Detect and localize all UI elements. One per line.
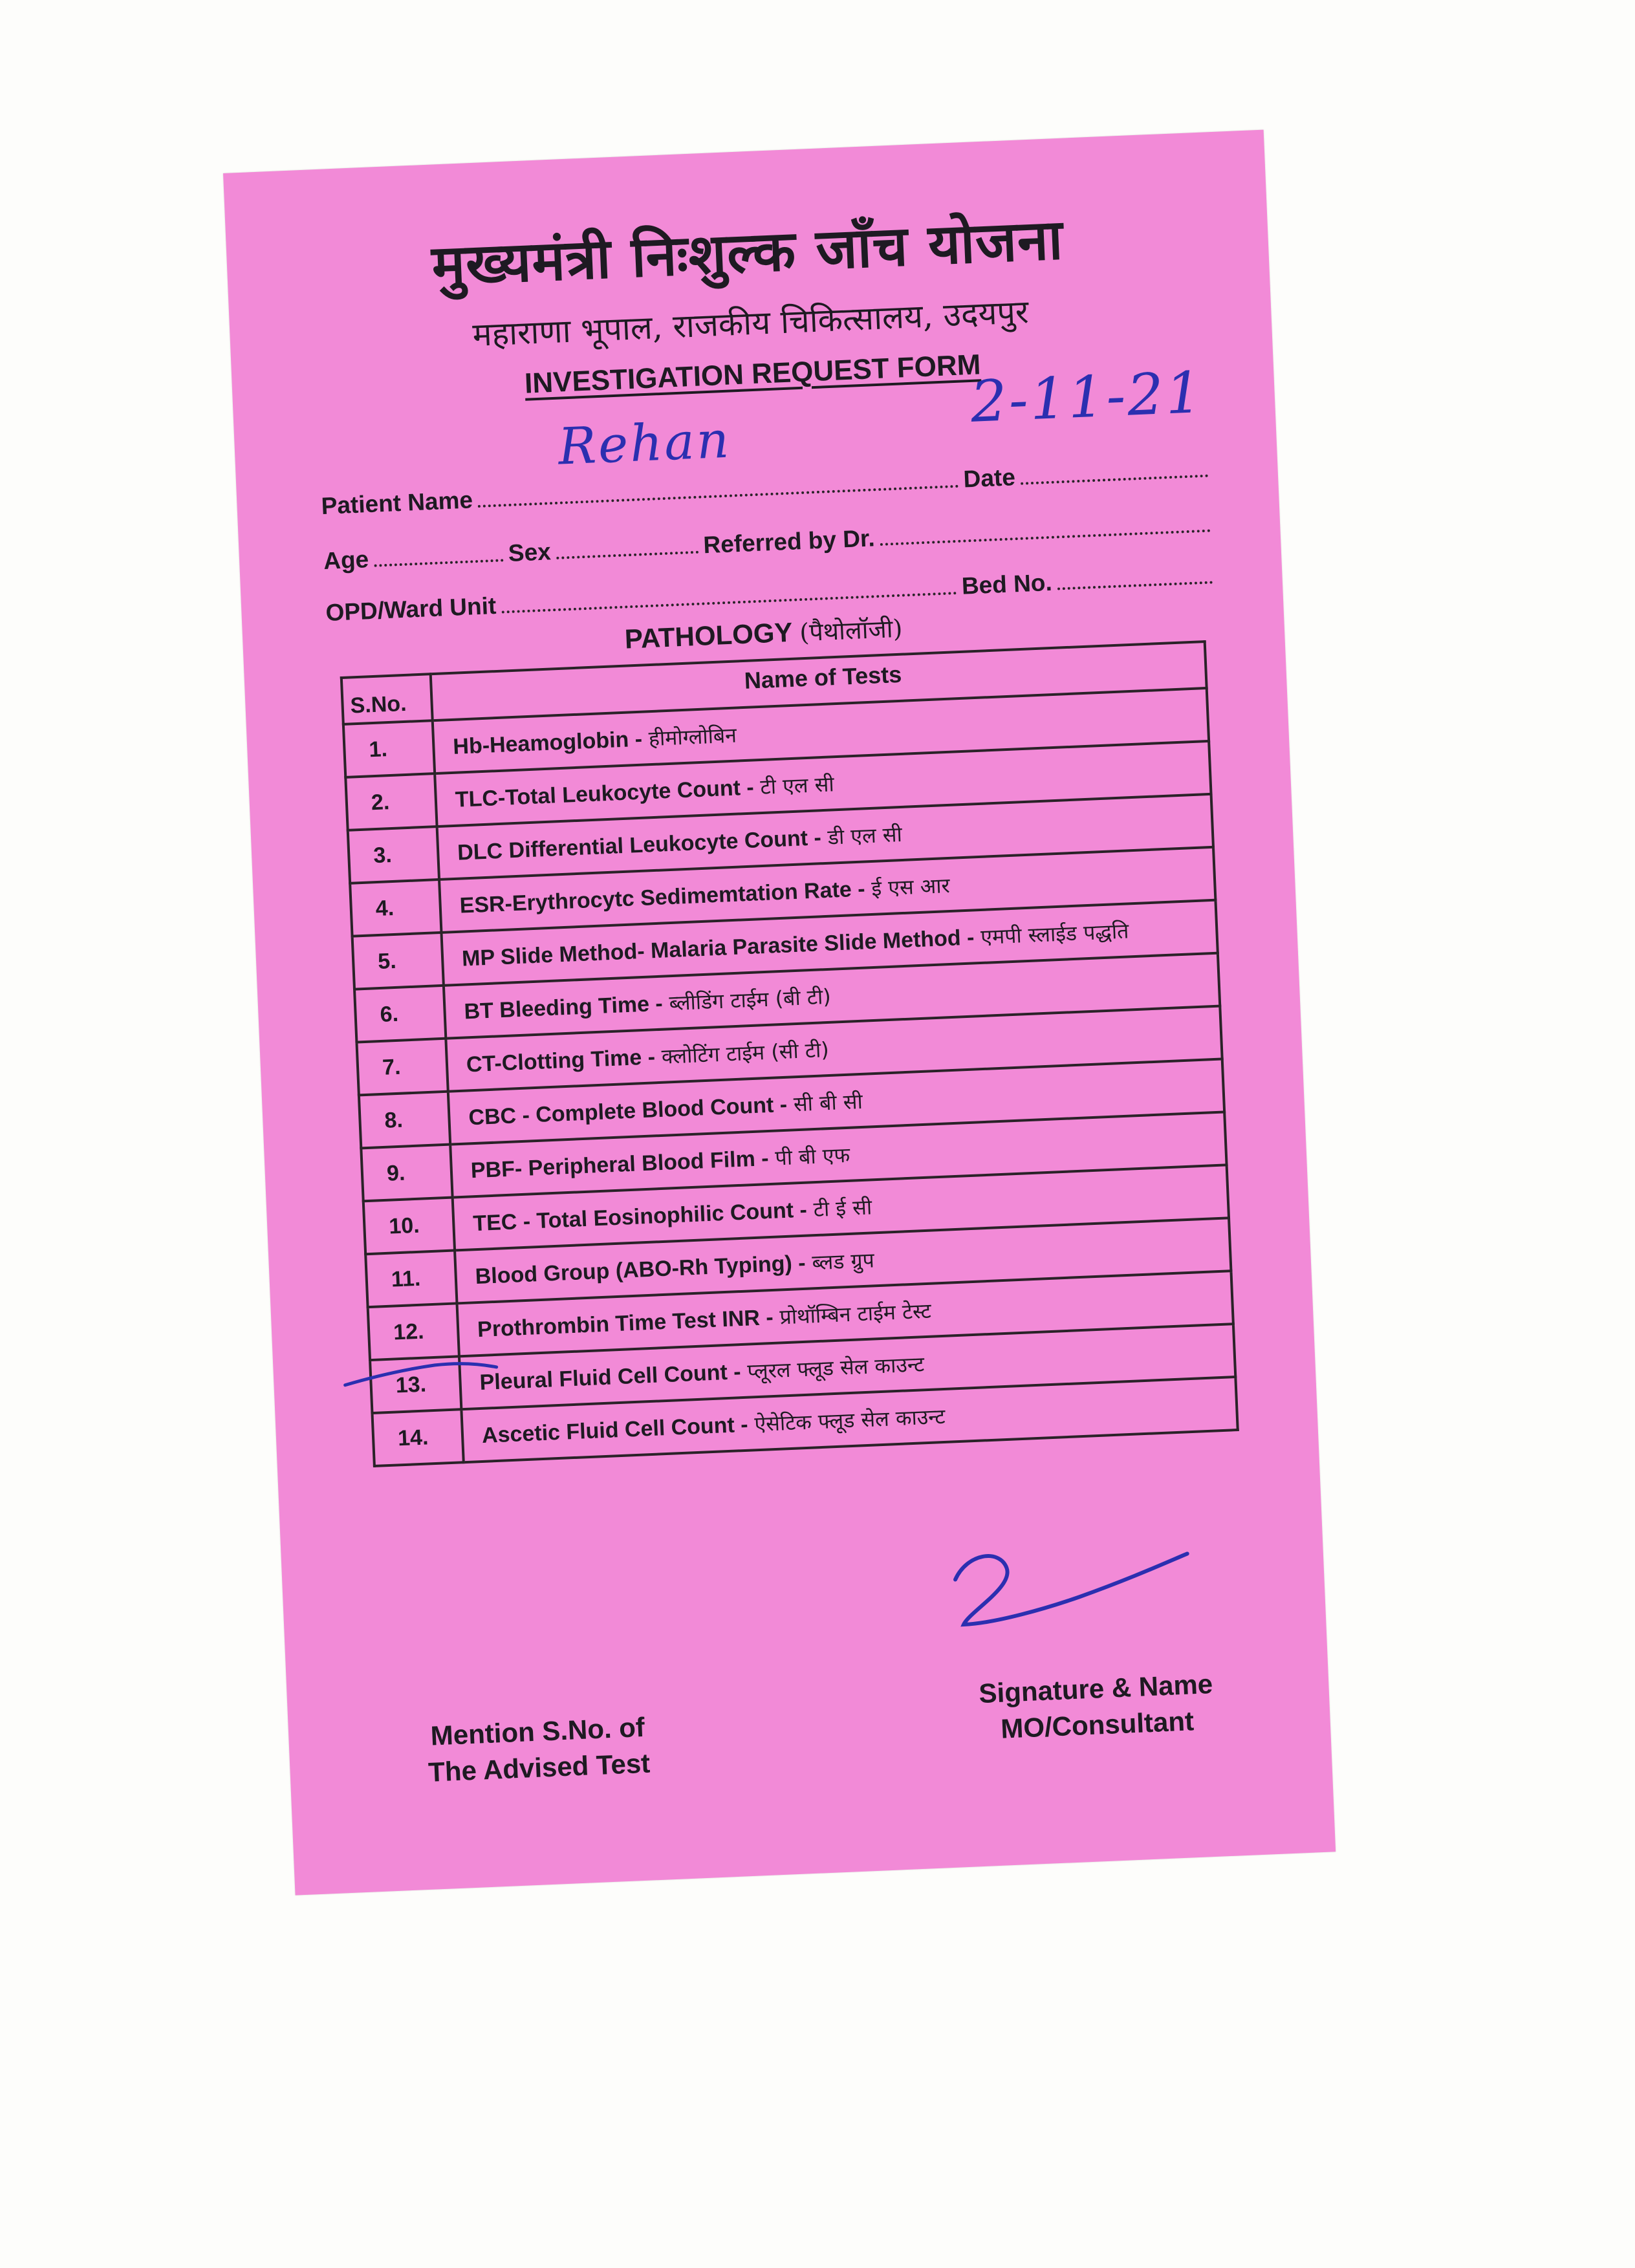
test-name-hindi: पी बी एफ	[774, 1142, 850, 1171]
test-sno: 8.	[359, 1092, 450, 1149]
patient-name-label: Patient Name	[320, 486, 473, 520]
test-sno: 4.	[350, 880, 441, 936]
test-name-hindi: ऐसेटिक फ्लूड सेल काउन्ट	[753, 1403, 946, 1436]
test-name: PBF- Peripheral Blood Film -	[470, 1145, 770, 1183]
signature-scribble	[955, 1548, 1190, 1625]
test-name-hindi: टी ई सी	[812, 1194, 872, 1222]
test-sno: 11.	[365, 1250, 457, 1307]
test-sno: 7.	[356, 1039, 448, 1096]
hospital-name-hindi: महाराणा भूपाल, राजकीय चिकित्सालय, उदयपुर	[471, 293, 1030, 354]
test-name: Prothrombin Time Test INR -	[477, 1304, 774, 1342]
test-name: Hb-Heamoglobin -	[452, 726, 643, 759]
test-name: CBC - Complete Blood Count -	[468, 1092, 788, 1130]
test-name: Blood Group (ABO-Rh Typing) -	[474, 1250, 807, 1289]
test-name-hindi: डी एल सी	[827, 821, 903, 850]
test-name-hindi: सी बी सी	[793, 1088, 863, 1116]
referred-by-label: Referred by Dr.	[702, 524, 876, 559]
test-name-hindi: ई एस आर	[871, 872, 951, 901]
advised-test-note: Mention S.No. of The Advised Test	[428, 1711, 651, 1787]
test-name: TLC-Total Leukocyte Count -	[455, 774, 755, 812]
test-name: MP Slide Method- Malaria Parasite Slide Method -	[461, 924, 975, 971]
test-name-hindi: एमपी स्लाईड पद्धति	[980, 918, 1130, 949]
test-name: Pleural Fluid Cell Count -	[479, 1359, 742, 1395]
signature-caption: Signature & Name MO/Consultant	[978, 1668, 1214, 1744]
test-sno: 14.	[372, 1409, 463, 1466]
pen-marks	[223, 130, 1336, 1895]
test-sno: 9.	[361, 1145, 452, 1202]
test-sno: 13.	[370, 1356, 461, 1413]
test-name: DLC Differential Leukocyte Count -	[457, 825, 822, 865]
test-name-column-header: Name of Tests	[431, 642, 1207, 720]
sno-column-header: S.No.	[341, 674, 433, 724]
test-name-hindi: क्लोटिंग टाईम (सी टी)	[661, 1037, 830, 1069]
test-name: Ascetic Fluid Cell Count -	[481, 1412, 749, 1448]
date-handwritten: 2-11-21	[969, 358, 1206, 435]
test-sno: 2.	[345, 773, 437, 830]
test-name: ESR-Erythrocytc Sedimemtation Rate -	[459, 876, 866, 918]
date-label: Date	[962, 464, 1016, 493]
scheme-title-hindi: मुख्यमंत्री निःशुल्क जाँच योजना	[430, 206, 1065, 299]
test-name-hindi: प्रोथॉम्बिन टाईम टेस्ट	[779, 1298, 932, 1329]
test-name: CT-Clotting Time -	[466, 1044, 656, 1077]
age-label: Age	[323, 546, 369, 575]
test-name-hindi: प्लूरल फ्लूड सेल काउन्ट	[746, 1351, 925, 1384]
test-name-hindi: टी एल सी	[759, 771, 835, 799]
opd-label: OPD/Ward Unit	[325, 592, 497, 626]
test-name: BT Bleeding Time -	[463, 991, 664, 1024]
section-title: PATHOLOGY (पैथोलॉजी)	[623, 614, 904, 654]
test-sno: 6.	[354, 986, 446, 1042]
test-sno: 10.	[363, 1198, 455, 1255]
sex-label: Sex	[508, 538, 552, 567]
request-form-sheet	[223, 130, 1336, 1895]
test-sno: 1.	[343, 720, 435, 777]
patient-name-handwritten: Rehan	[557, 411, 732, 477]
test-name: TEC - Total Eosinophilic Count -	[472, 1197, 808, 1236]
tick-mark-cbc	[345, 1362, 497, 1385]
test-name-hindi: हीमोग्लोबिन	[648, 722, 737, 751]
test-sno: 3.	[348, 826, 439, 883]
test-sno: 5.	[352, 933, 444, 989]
test-name-hindi: ब्लीडिंग टाईम (बी टी)	[668, 984, 832, 1015]
test-name-hindi: ब्लड ग्रुप	[811, 1247, 875, 1275]
test-sno: 12.	[368, 1303, 459, 1360]
bed-label: Bed No.	[961, 568, 1053, 599]
form-title: INVESTIGATION REQUEST FORM	[524, 349, 982, 400]
